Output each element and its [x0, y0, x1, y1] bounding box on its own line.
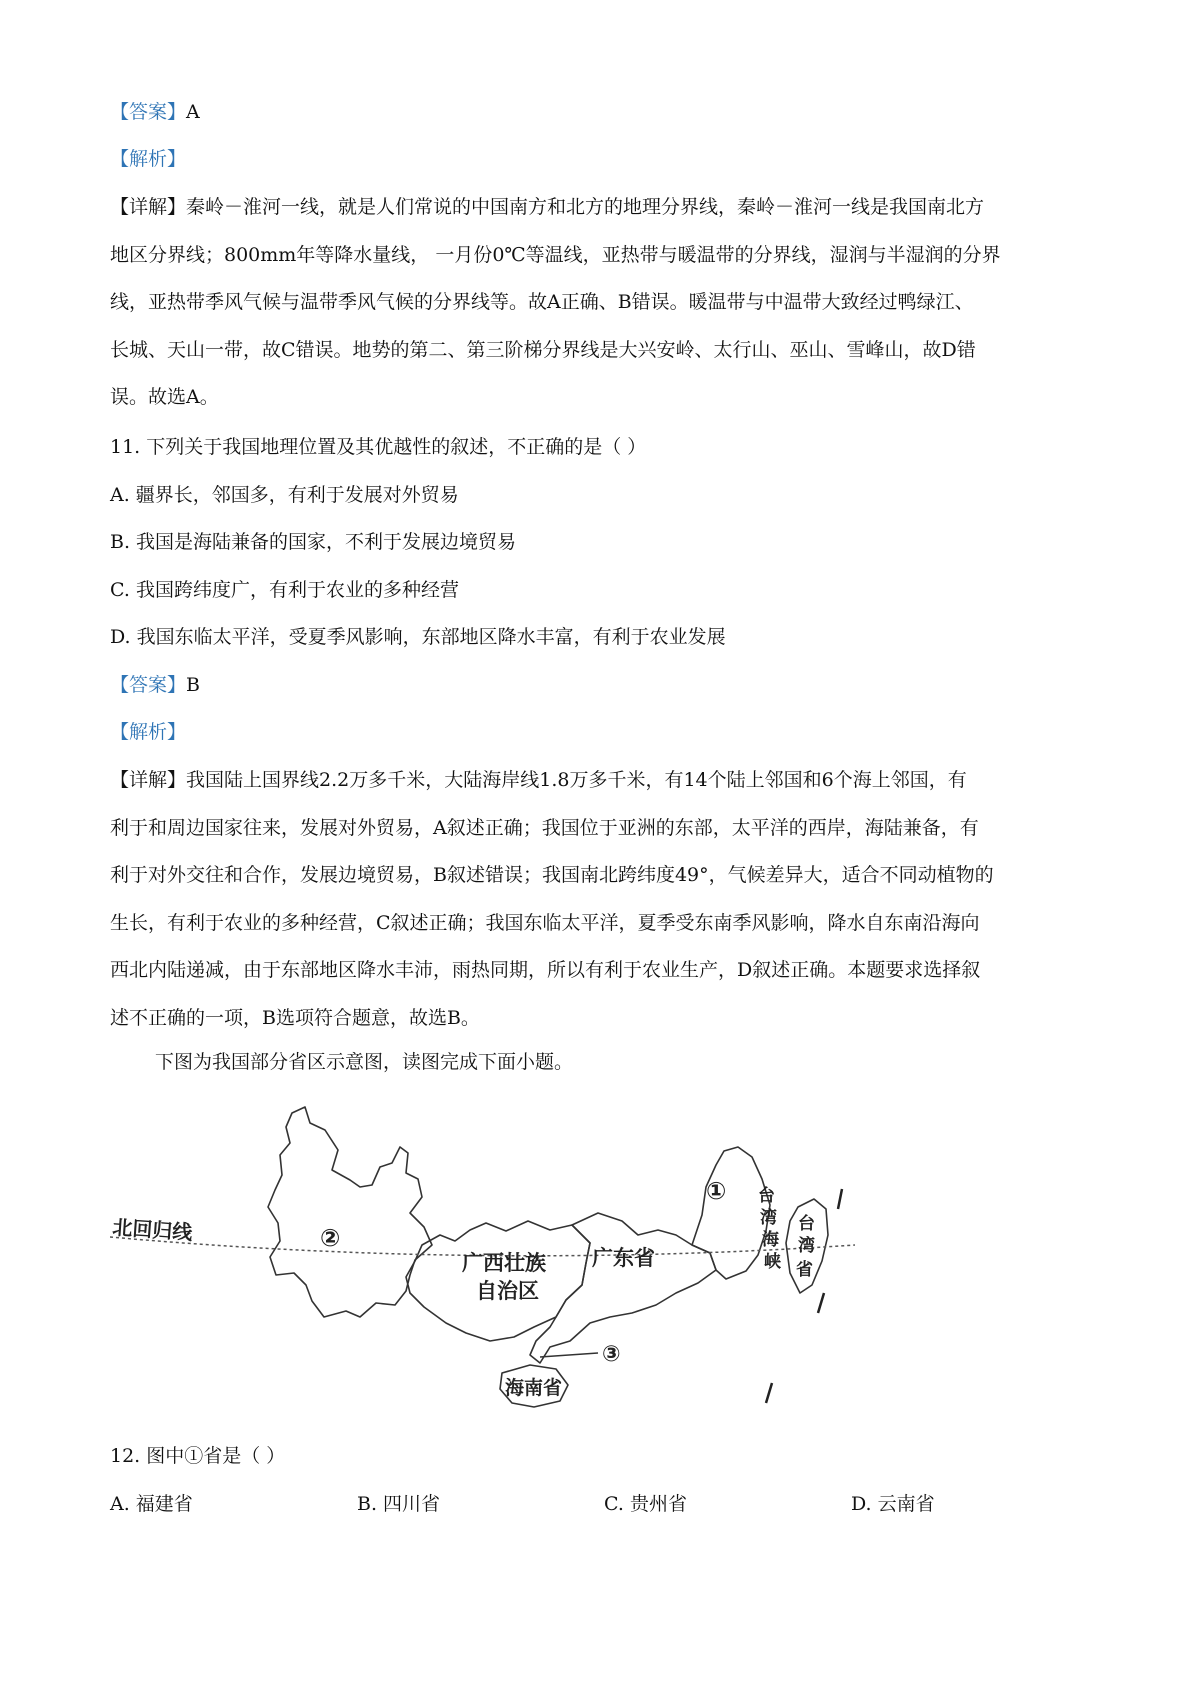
q10-answer — [110, 89, 1100, 137]
detail-line: 述不正确的一项，B选项符合题意，故选B。 — [110, 1006, 480, 1029]
detail-line: 利于对外交往和合作，发展边境贸易，B叙述错误；我国南北跨纬度49°，气候差异大，适合不同动植物的 — [110, 864, 994, 886]
label-strait-char: 湾 — [760, 1208, 777, 1228]
province-map — [110, 1095, 950, 1435]
q11-analysis-tag: 【解析】 — [110, 721, 187, 743]
answer-value: A — [186, 101, 200, 123]
detail-line: 长城、天山一带，故C错误。地势的第二、第三阶梯分界线是大兴安岭、太行山、巫山、雪峰山，故D错 — [110, 338, 976, 361]
province-outlines — [268, 1107, 828, 1407]
label-guangxi-line1: 广西壮族 — [462, 1251, 546, 1275]
detail-line: 利于和周边国家往来，发展对外贸易，A叙述正确；我国位于亚洲的东部，太平洋的西岸，海陆兼备，有 — [110, 816, 979, 839]
tropic-label: 北回归线 — [111, 1215, 194, 1245]
q12-option-b: B. 四川省 — [357, 1493, 441, 1515]
q11-option-a: A. 疆界长，邻国多，有利于发展对外贸易 — [110, 484, 459, 506]
label-taiwan-char: 省 — [796, 1260, 813, 1280]
detail-line: 生长，有利于农业的多种经营，C叙述正确；我国东临太平洋，夏季受东南季风影响，降水自东南沿海向 — [110, 911, 980, 934]
label-strait-char: 海 — [762, 1230, 779, 1250]
q12-stem: 12. 图中①省是（ ） — [110, 1445, 286, 1467]
detail-line: 西北内陆递减，由于东部地区降水丰沛，雨热同期，所以有利于农业生产，D叙述正确。本题要求选择叙 — [110, 959, 981, 981]
island-mark — [818, 1293, 824, 1313]
label-taiwan-char: 台 — [798, 1214, 815, 1234]
label-2: ② — [320, 1224, 341, 1252]
island-mark — [838, 1189, 842, 1209]
answer-tag: 【答案】 — [110, 101, 187, 123]
q12-option-c: C. 贵州省 — [604, 1493, 687, 1515]
label-guangdong: 广东省 — [592, 1246, 655, 1270]
label-strait-char: 台 — [758, 1186, 775, 1206]
q12-option-d: D. 云南省 — [851, 1493, 935, 1515]
label-hainan: 海南省 — [505, 1377, 563, 1399]
q11-option-d: D. 我国东临太平洋，受夏季风影响，东部地区降水丰富，有利于农业发展 — [110, 626, 726, 648]
province-outline-guangdong — [530, 1213, 716, 1363]
detail-line: 误。故选A。 — [110, 386, 219, 408]
label-guangxi-line2: 自治区 — [476, 1279, 539, 1303]
q12-option-a: A. 福建省 — [110, 1493, 193, 1515]
map-intro: 下图为我国部分省区示意图，读图完成下面小题。 — [155, 1051, 574, 1073]
label-taiwan-char: 湾 — [798, 1236, 815, 1256]
q11-option-b: B. 我国是海陆兼备的国家，不利于发展边境贸易 — [110, 531, 517, 553]
answer-tag: 【答案】 — [110, 674, 187, 696]
q11-answer — [110, 662, 1100, 710]
label-1: ① — [706, 1177, 727, 1205]
detail-line: 线，亚热带季风气候与温带季风气候的分界线等。故A正确、B错误。暖温带与中温带大致经过鸭绿江、 — [110, 291, 974, 313]
label-strait-char: 峡 — [764, 1252, 781, 1272]
answer-value: B — [186, 674, 200, 696]
province-outline-1 — [692, 1147, 770, 1279]
detail-line: 地区分界线；800mm年等降水量线， 一月份0℃等温线，亚热带与暖温带的分界线，湿润与半湿润的分界 — [110, 243, 1001, 266]
pointer-line-3 — [540, 1353, 598, 1357]
q11-stem: 11. 下列关于我国地理位置及其优越性的叙述，不正确的是（ ） — [110, 436, 647, 458]
detail-tag: 【详解】 — [110, 769, 187, 791]
q11-option-c: C. 我国跨纬度广，有利于农业的多种经营 — [110, 579, 459, 601]
detail-line: 【详解】秦岭－淮河一线，就是人们常说的中国南方和北方的地理分界线，秦岭－淮河一线是我国南北方 — [110, 196, 985, 218]
detail-line: 【详解】我国陆上国界线2.2万多千米，大陆海岸线1.8万多千米，有14个陆上邻国和6个海上邻国，有 — [110, 769, 967, 791]
q10-detail — [110, 184, 1100, 422]
q11-detail — [110, 757, 1100, 1042]
label-3: ③ — [602, 1342, 621, 1367]
detail-tag: 【详解】 — [110, 196, 187, 218]
q10-analysis-tag: 【解析】 — [110, 148, 187, 170]
island-mark — [766, 1383, 772, 1403]
